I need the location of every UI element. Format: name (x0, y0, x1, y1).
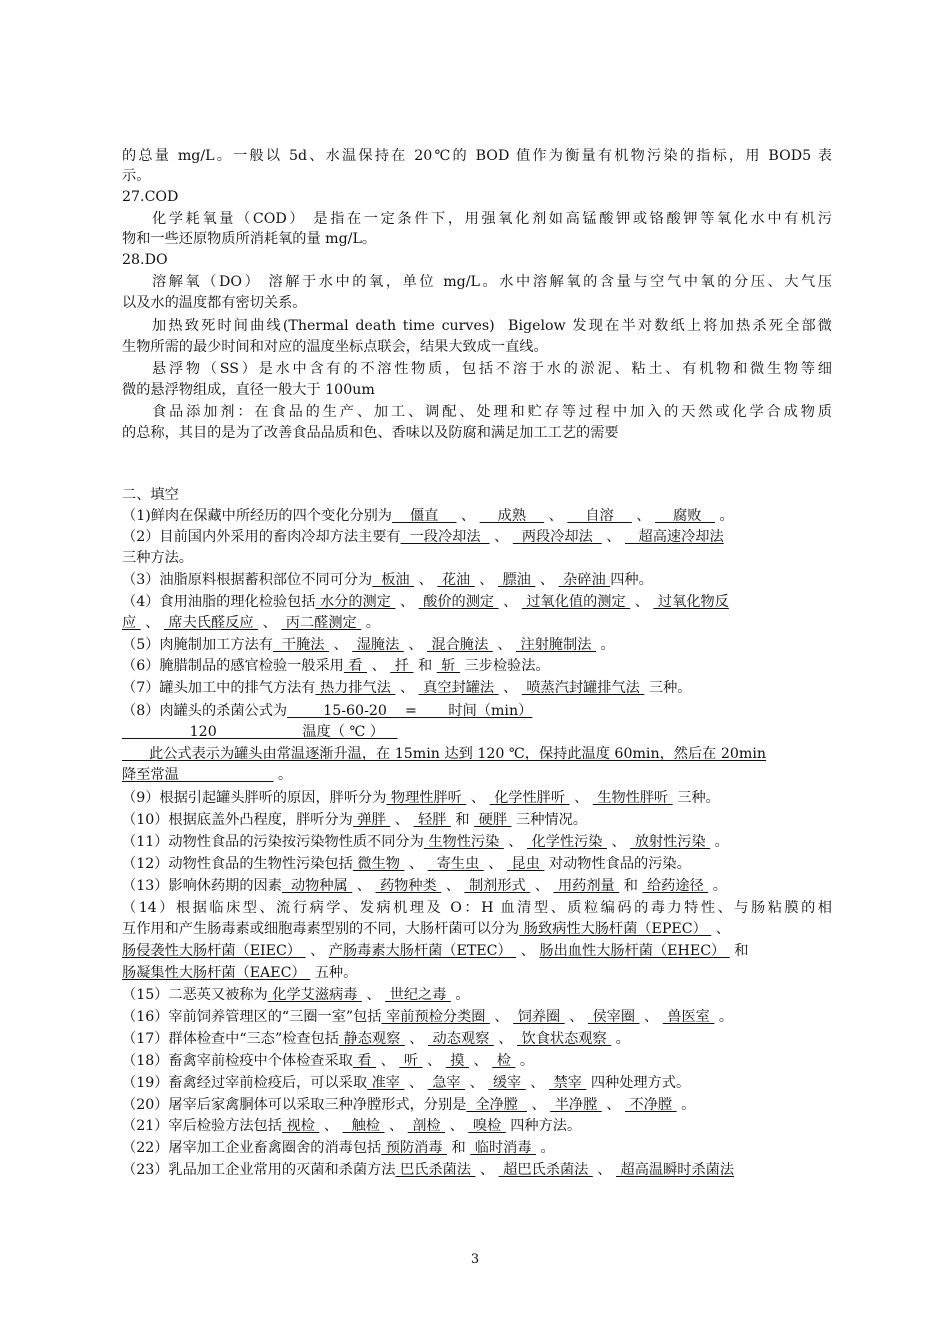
text-line: 化学耗氧量（COD） 是指在一定条件下，用强氧化剂如高锰酸钾或铬酸钾等氧化水中有机污 (152, 211, 832, 227)
question-6: （6）腌腊制品的感官检验一般采用 看 、 扦 和 斩 三步检验法。 (122, 658, 550, 674)
answer-blank: 板油 (372, 572, 415, 588)
answer-blank: 轻胖 (413, 812, 451, 828)
answer-blank: 寄生虫 (427, 856, 484, 872)
answer-blank: 检 (492, 1053, 516, 1069)
answer-blank: 热力排气法 (315, 680, 396, 696)
question-20: （20）屠宰后家禽胴体可以采取三种净膛形式，分别是 全净膛 、 半净膛 、 不净膛 。 (122, 1097, 696, 1113)
answer-blank: 给药途径 (642, 878, 709, 894)
answer-blank: 混合腌法 (427, 637, 493, 653)
question-23: （23）乳品加工企业常用的灭菌和杀菌方法 巴氏杀菌法 、 超巴氏杀菌法 、 超高温瞬时杀菌法 (122, 1162, 735, 1178)
question-8-cont: 降至常温 。 (122, 767, 293, 783)
answer-blank: 真空封罐法 (418, 680, 499, 696)
answer-blank: 兽医室 (662, 1009, 715, 1025)
text-line: 食品添加剂：在食品的生产、加工、调配、处理和贮存等过程中加入的天然或化学合成物质 (152, 404, 832, 420)
answer-blank: 注射腌制法 (516, 637, 596, 653)
question-19: （19）畜禽经过宰前检疫后，可以采取 准宰 、 急宰 、 缓宰 、 禁宰 四种处理方式。 (122, 1075, 691, 1091)
answer-blank: 斩 (436, 658, 460, 674)
answer-blank: 应 (122, 615, 141, 631)
answer-blank: 超巴氏杀菌法 (498, 1162, 593, 1178)
answer-blank: 化学艾滋病毒 (267, 987, 362, 1003)
answer-blank: 微生物 (352, 856, 405, 872)
answer-blank: 制剂形式 (464, 878, 531, 894)
answer-blank: 不净膛 (625, 1097, 677, 1113)
answer-blank: 降至常温 (122, 767, 274, 783)
answer-blank: 半净膛 (550, 1097, 602, 1113)
answer-blank: 僵直 (391, 508, 457, 524)
question-14: （14）根据临床型、流行病学、发病机理及 O：H 血清型、质粒编码的毒力特性、与肠粘膜的相 (122, 900, 832, 916)
question-15: （15）二恶英又被称为 化学艾滋病毒 、 世纪之毒 。 (122, 987, 470, 1003)
answer-blank: 席夫氏醛反应 (163, 615, 259, 631)
question-11: （11）动物性食品的污染按污染物性质不同分为 生物性污染 、 化学性污染 、 放射性污染 。 (122, 834, 729, 850)
answer-blank: 生物性污染 (423, 834, 504, 850)
question-16: （16）宰前饲养管理区的“三圈一室”包括 宰前预检分类圈 、 饲养圈 、 侯宰圈 、 兽医室 。 (122, 1009, 734, 1025)
question-2-cont: 三种方法。 (122, 550, 193, 566)
answer-blank: 硬胖 (474, 812, 512, 828)
answer-blank: 动物种属 (281, 878, 353, 894)
answer-blank: 放射性污染 (630, 834, 711, 850)
question-3: （3）油脂原料根据蓄积部位不同可分为 板油 、 花油 、 膘油 、 杂碎油 四种。 (122, 572, 653, 588)
text-line: 物和一些还原物质所消耗氧的量 mg/L。 (122, 231, 377, 247)
answer-blank: 化学性污染 (527, 834, 607, 850)
answer-blank: 昆虫 (507, 856, 545, 872)
answer-blank: 侯宰圈 (587, 1009, 640, 1025)
answer-blank: 水分的测定 (315, 594, 396, 610)
answer-blank: 看 (343, 658, 368, 674)
question-22: （22）屠宰加工企业畜禽圈舍的消毒包括 预防消毒 和 临时消毒 。 (122, 1140, 555, 1156)
answer-blank: 肠致病性大肠杆菌（EPEC） (519, 921, 712, 937)
answer-blank: 肠侵袭性大肠杆菌（EIEC） (122, 943, 306, 959)
text-line: 以及水的温度都有密切关系。 (122, 295, 307, 311)
question-5: （5）肉腌制加工方法有 干腌法 、 湿腌法 、 混合腌法 、 注射腌制法 。 (122, 637, 615, 653)
answer-blank: 喷蒸汽封罐排气法 (521, 680, 645, 696)
answer-blank: 预防消毒 (381, 1140, 448, 1156)
answer-blank: 超高温瞬时杀菌法 (616, 1162, 735, 1178)
answer-blank: 湿腌法 (352, 637, 404, 653)
answer-blank: 缓宰 (488, 1075, 526, 1091)
question-10: （10）根据底盖外凸程度，胖听分为 弹胖 、 轻胖 和 硬胖 三种情况。 (122, 812, 587, 828)
answer-blank: 药物种类 (375, 878, 442, 894)
answer-blank: 饲养圈 (513, 1009, 565, 1025)
answer-blank: 巴氏杀菌法 (395, 1162, 476, 1178)
answer-blank: 杂碎油 (558, 572, 611, 588)
question-18: （18）畜禽宰前检疫中个体检查采取 看 、 听 、 摸 、 检 。 (122, 1053, 535, 1069)
answer-blank: 临时消毒 (470, 1140, 537, 1156)
question-14-cont: 肠凝集性大肠杆菌（EAEC） 五种。 (122, 965, 358, 981)
answer-blank: 看 (352, 1053, 377, 1069)
answer-blank: 用药剂量 (553, 878, 620, 894)
text-line: 生物所需的最少时间和对应的温度坐标点联会，结果大致成一直线。 (122, 339, 548, 355)
answer-blank: 两段冷却法 (512, 529, 602, 545)
question-13: （13）影响休药期的因素 动物种属 、 药物种类 、 制剂形式 、 用药剂量 和 给药途径 。 (122, 878, 727, 894)
question-17: （17）群体检查中“三态”检查包括 静态观察 、 动态观察 、 饮食状态观察 。 (122, 1031, 630, 1047)
answer-blank: 准宰 (367, 1075, 405, 1091)
heading-27: 27.COD (122, 189, 179, 205)
answer-blank: 成熟 (479, 508, 545, 524)
answer-blank: 花油 (437, 572, 475, 588)
answer-blank: 120 温度（ ℃ ） (122, 724, 398, 740)
answer-blank: 15-60-20 = 时间（min） (287, 703, 533, 719)
answer-blank: 干腌法 (272, 637, 329, 653)
question-12: （12）动物性食品的生物性污染包括 微生物 、 寄生虫 、 昆虫 对动物性食品的污染。 (122, 856, 691, 872)
answer-blank: 丙二醛测定 (281, 615, 362, 631)
text-line: 悬浮物（SS）是水中含有的不溶性物质，包括不溶于水的淤泥、粘土、有机物和微生物等细 (152, 361, 832, 377)
answer-blank: 自溶 (567, 508, 632, 524)
answer-blank: 动态观察 (428, 1031, 494, 1047)
answer-blank: 急宰 (427, 1075, 466, 1091)
answer-blank: 剖检 (407, 1118, 446, 1134)
answer-blank: 肠出血性大肠杆菌（EHEC） (539, 943, 730, 959)
text-line: 的总称，其目的是为了改善食品品质和色、香味以及防腐和满足加工工艺的需要 (122, 425, 619, 441)
text-line: 示。 (122, 168, 151, 184)
answer-blank: 腐败 (655, 508, 715, 524)
answer-blank: 产肠毒素大肠杆菌（ETEC） (328, 943, 517, 959)
answer-blank: 膘油 (497, 572, 536, 588)
question-8-formula (122, 723, 832, 742)
text-line: 微的悬浮物组成，直径一般大于 100um (122, 382, 375, 398)
question-14-cont: 肠侵袭性大肠杆菌（EIEC） 、 产肠毒素大肠杆菌（ETEC） 、 肠出血性大肠杆菌（EHEC） 和 (122, 943, 749, 959)
answer-blank: 肠凝集性大肠杆菌（EAEC） (122, 965, 311, 981)
heading-28: 28.DO (122, 252, 168, 268)
answer-blank: 超高速冷却法 (625, 529, 724, 545)
answer-blank: 饮食状态观察 (517, 1031, 612, 1047)
question-4: （4）食用油脂的理化检验包括 水分的测定 、 酸价的测定 、 过氧化值的测定 、 过氧化物反 (122, 594, 729, 610)
question-8-explain (122, 745, 832, 764)
answer-blank: 世纪之毒 (385, 987, 451, 1003)
question-8: （8）肉罐头的杀菌公式为 15-60-20 = 时间（min） (122, 703, 533, 719)
question-21: （21）宰后检验方法包括 视检 、 触检 、 剖检 、 嗅检 四种方法。 (122, 1118, 582, 1134)
answer-blank: 宰前预检分类圈 (381, 1009, 490, 1025)
text-line: 的总量 mg/L。一般以 5d、水温保持在 20℃的 BOD 值作为衡量有机物污染的指标，用 BOD5 表 (122, 148, 832, 164)
answer-blank: 物理性胖听 (386, 790, 467, 806)
question-7: （7）罐头加工中的排气方法有 热力排气法 、 真空封罐法 、 喷蒸汽封罐排气法 三种。 (122, 680, 692, 696)
answer-blank: 视检 (281, 1118, 320, 1134)
answer-blank: 弹胖 (352, 812, 391, 828)
answer-blank: 听 (399, 1053, 423, 1069)
answer-blank: 扦 (390, 658, 414, 674)
answer-blank: 酸价的测定 (418, 594, 499, 610)
text-line: 溶解氧（DO） 溶解于水中的氧，单位 mg/L。水中溶解氧的含量与空气中氧的分压、大气压 (152, 274, 832, 290)
question-4-cont: 应 、 席夫氏醛反应 、 丙二醛测定 。 (122, 615, 380, 631)
answer-blank: 嗅检 (468, 1118, 506, 1134)
answer-blank: 摸 (445, 1053, 469, 1069)
page-number: 3 (470, 1252, 480, 1267)
section-title: 二、填空 (122, 487, 179, 503)
answer-blank: 化学性胖听 (489, 790, 570, 806)
question-2: （2）目前国内外采用的畜肉冷却方法主要有 一段冷却法 、 两段冷却法 、 超高速冷却法 (122, 529, 724, 545)
text-line: 加热致死时间曲线(Thermal death time curves) Bigelow 发现在半对数纸上将加热杀死全部微 (152, 318, 832, 334)
question-1: （1)鲜肉在保藏中所经历的四个变化分别为 僵直 、 成熟 、 自溶 、 腐败 。 (122, 508, 734, 524)
answer-blank: 禁宰 (548, 1075, 587, 1091)
answer-blank: 过氧化物反 (653, 594, 729, 610)
answer-blank: 过氧化值的测定 (521, 594, 631, 610)
answer-blank: 静态观察 (339, 1031, 405, 1047)
answer-blank: 全净膛 (466, 1097, 527, 1113)
answer-blank: 一段冷却法 (400, 529, 490, 545)
answer-blank: 生物性胖听 (592, 790, 673, 806)
answer-blank: 此公式表示为罐头由常温逐渐升温，在 15min 达到 120 ℃，保持此温度 60min，然后在 20min (122, 746, 767, 762)
question-9: （9）根据引起罐头胖听的原因，胖听分为 物理性胖听 、 化学性胖听 、 生物性胖听 三种。 (122, 790, 720, 806)
answer-blank: 触检 (342, 1118, 385, 1134)
question-14-cont: 互作用和产生肠毒素或细胞毒素型别的不同，大肠杆菌可以分为 肠致病性大肠杆菌（EPEC） 、 (122, 921, 730, 937)
